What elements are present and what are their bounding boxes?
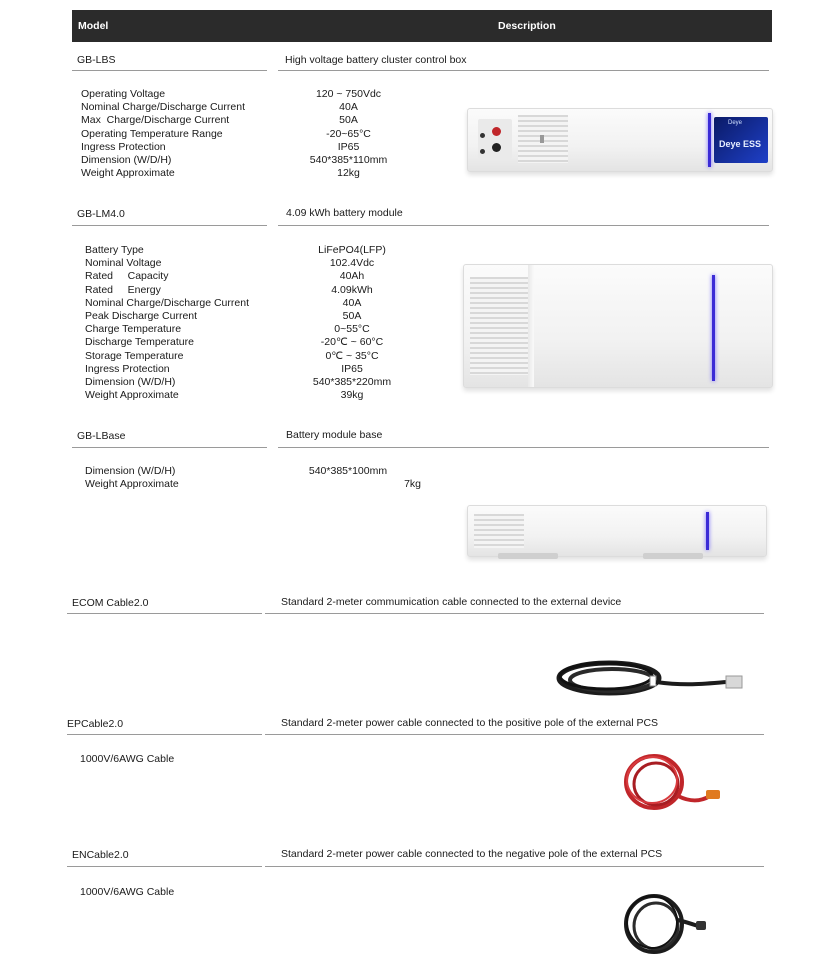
spec-label: Dimension (W/D/H): [81, 154, 172, 167]
module-base-icon: [467, 505, 767, 557]
spec-value: 7kg: [404, 478, 421, 491]
screen-logo: Deye ESS: [719, 139, 762, 149]
spec-value: 0~55°C: [334, 323, 370, 336]
spec-row: [85, 389, 429, 402]
divider: [265, 734, 764, 735]
spec-label: Ingress Protection: [81, 140, 166, 153]
divider: [278, 447, 769, 448]
spec-value: LiFePO4(LFP): [318, 244, 386, 256]
negative-terminal-icon: [492, 143, 501, 152]
spec-label: Dimension (W/D/H): [85, 376, 176, 389]
spec-label: Storage Temperature: [85, 349, 184, 362]
spec-row: [85, 376, 429, 389]
divider: [72, 225, 267, 226]
spec-value: 50A: [339, 114, 358, 127]
spec-row: [81, 101, 426, 114]
spec-label: Nominal Charge/Discharge Current: [81, 101, 245, 114]
spec-value: 0℃ ~ 35°C: [325, 349, 379, 362]
spec-row: [85, 336, 429, 349]
spec-row: [85, 323, 429, 336]
spec-row: [85, 478, 421, 491]
spec-value: IP65: [341, 362, 363, 375]
base-foot: [643, 553, 703, 559]
spec-row: [85, 270, 429, 283]
spec-value: 40A: [342, 296, 362, 309]
base-foot: [498, 553, 558, 559]
spec-row: [85, 257, 429, 270]
spec-value: 4.09kWh: [331, 283, 373, 296]
spec-row: [85, 297, 429, 310]
spec-row: [85, 363, 429, 376]
accent-stripe: [706, 512, 709, 550]
communication-cable-icon: [554, 656, 754, 700]
product-description: 4.09 kWh battery module: [286, 207, 403, 219]
spec-row: [85, 350, 429, 363]
spec-value: 102.4Vdc: [329, 257, 375, 270]
product-description: High voltage battery cluster control box: [285, 54, 467, 66]
spec-row: [81, 128, 426, 141]
spec-value: 540*385*100mm: [308, 465, 388, 477]
spec-label: Rated Energy: [85, 283, 161, 296]
latch-icon: [540, 135, 544, 143]
spec-label: Dimension (W/D/H): [85, 465, 176, 477]
spec-value: 39kg: [340, 389, 364, 402]
battery-module-icon: [463, 264, 773, 388]
control-box-icon: [467, 108, 773, 172]
model-name: ENCable2.0: [72, 849, 129, 861]
product-description: Standard 2-meter commumication cable connected to the external device: [281, 596, 622, 608]
positive-terminal-icon: [492, 127, 501, 136]
module-edge: [528, 265, 534, 387]
spec-row: [81, 114, 426, 127]
spec-label: Weight Approximate: [85, 389, 179, 402]
spec-label: Operating Voltage: [81, 88, 166, 100]
spec-row: [85, 244, 429, 257]
accent-stripe: [708, 113, 711, 167]
spec-label: Discharge Temperature: [85, 336, 194, 349]
spec-row: [81, 141, 426, 154]
spec-label: Nominal Charge/Discharge Current: [85, 296, 249, 309]
model-column-header: Model: [78, 20, 109, 32]
red-power-cable-icon: [620, 752, 724, 816]
screen-brand: Deye: [728, 120, 743, 126]
divider: [278, 225, 769, 226]
spec-value: -20~65°C: [326, 127, 371, 140]
product-description: Standard 2-meter power cable connected to the negative pole of the external PCS: [281, 848, 663, 860]
divider: [67, 613, 262, 614]
terminal-panel: [478, 119, 512, 159]
cable-note: 1000V/6AWG Cable: [80, 753, 175, 765]
divider: [67, 866, 262, 867]
spec-label: Charge Temperature: [85, 323, 182, 336]
table-header: [72, 10, 772, 42]
divider: [72, 70, 267, 71]
model-name: GB-LBase: [77, 430, 126, 442]
spec-value: 120 ~ 750Vdc: [315, 88, 382, 100]
spec-label: Weight Approximate: [81, 167, 175, 180]
spec-value: 40A: [339, 101, 358, 114]
screw-icon: [480, 133, 485, 138]
spec-label: Weight Approximate: [85, 478, 179, 491]
model-name: ECOM Cable2.0: [72, 597, 149, 609]
spec-value: 540*385*110mm: [309, 154, 388, 167]
spec-label: Operating Temperature Range: [81, 127, 223, 140]
screw-icon: [480, 149, 485, 154]
vent-grille: [474, 514, 524, 548]
spec-value: 12kg: [337, 167, 360, 180]
spec-list: [81, 88, 426, 180]
spec-value: -20℃ ~ 60°C: [320, 336, 384, 349]
divider: [265, 866, 764, 867]
spec-list: [85, 465, 421, 491]
spec-row: [85, 284, 429, 297]
model-name: GB-LBS: [77, 54, 116, 66]
vent-grille: [470, 277, 528, 375]
spec-row: [81, 167, 426, 180]
divider: [278, 70, 769, 71]
spec-label: Ingress Protection: [85, 362, 170, 375]
divider: [67, 734, 262, 735]
spec-list: [85, 244, 429, 402]
accent-stripe: [712, 275, 715, 381]
model-name: GB-LM4.0: [77, 208, 125, 220]
spec-value: IP65: [337, 140, 360, 153]
spec-row: [81, 154, 426, 167]
black-power-cable-icon: [620, 890, 710, 958]
spec-value: 540*385*220mm: [312, 376, 392, 389]
spec-label: Nominal Voltage: [85, 257, 162, 270]
cable-note: 1000V/6AWG Cable: [80, 886, 175, 898]
display-screen: [714, 117, 768, 163]
product-description: Battery module base: [286, 429, 383, 441]
description-column-header: Description: [498, 20, 556, 32]
divider: [72, 447, 267, 448]
spec-label: Battery Type: [85, 244, 144, 256]
divider: [265, 613, 764, 614]
model-name: EPCable2.0: [67, 718, 124, 730]
spec-value: 50A: [342, 310, 362, 323]
spec-row: [81, 88, 426, 101]
spec-label: Max Charge/Discharge Current: [81, 114, 230, 127]
spec-value: 40Ah: [339, 270, 365, 283]
spec-label: Peak Discharge Current: [85, 310, 198, 323]
spec-label: Rated Capacity: [85, 270, 169, 283]
spec-row: [85, 310, 429, 323]
spec-row: [85, 465, 421, 478]
product-description: Standard 2-meter power cable connected to the positive pole of the external PCS: [281, 717, 659, 729]
